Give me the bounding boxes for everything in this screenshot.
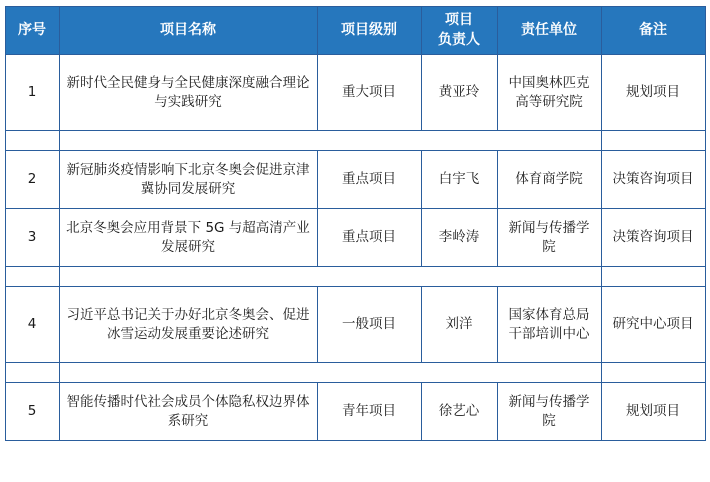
cell-index: 4 [5,287,59,363]
column-header-project-level: 项目级别 [317,7,421,55]
cell-project-level: 重点项目 [317,209,421,267]
spacer-cell [497,363,601,383]
cell-project-name: 新冠肺炎疫情影响下北京冬奥会促进京津冀协同发展研究 [59,151,317,209]
table-spacer-row [5,363,705,383]
cell-responsible-unit: 体育商学院 [497,151,601,209]
table-header-row [5,7,705,55]
spacer-cell [5,267,59,287]
spacer-cell [5,363,59,383]
cell-project-level: 重点项目 [317,151,421,209]
table-row [5,151,705,209]
cell-project-leader: 白宇飞 [421,151,497,209]
cell-remark: 规划项目 [601,383,705,441]
table-row [5,209,705,267]
cell-responsible-unit: 新闻与传播学院 [497,383,601,441]
table-row [5,383,705,441]
column-header-index: 序号 [5,7,59,55]
column-header-project-leader-line2: 负责人 [438,31,480,48]
cell-index: 5 [5,383,59,441]
spacer-cell [59,363,317,383]
spacer-cell [59,131,317,151]
cell-responsible-unit: 新闻与传播学院 [497,209,601,267]
spacer-cell [5,131,59,151]
cell-index: 2 [5,151,59,209]
cell-responsible-unit: 中国奥林匹克高等研究院 [497,55,601,131]
cell-project-leader: 徐艺心 [421,383,497,441]
cell-project-level: 青年项目 [317,383,421,441]
column-header-project-leader-line1: 项目 [445,12,473,29]
spacer-cell [601,131,705,151]
spacer-cell [421,267,497,287]
cell-remark: 决策咨询项目 [601,151,705,209]
column-header-responsible-unit: 责任单位 [497,7,601,55]
cell-project-name: 北京冬奥会应用背景下 5G 与超高清产业发展研究 [59,209,317,267]
spacer-cell [497,267,601,287]
cell-responsible-unit: 国家体育总局干部培训中心 [497,287,601,363]
spacer-cell [421,131,497,151]
spacer-cell [317,131,421,151]
cell-remark: 决策咨询项目 [601,209,705,267]
cell-remark: 研究中心项目 [601,287,705,363]
cell-index: 1 [5,55,59,131]
spacer-cell [497,131,601,151]
spacer-cell [317,363,421,383]
cell-project-name: 习近平总书记关于办好北京冬奥会、促进冰雪运动发展重要论述研究 [59,287,317,363]
cell-project-name: 智能传播时代社会成员个体隐私权边界体系研究 [59,383,317,441]
table-spacer-row [5,267,705,287]
spacer-cell [601,267,705,287]
cell-project-leader: 李岭涛 [421,209,497,267]
cell-index: 3 [5,209,59,267]
table-row [5,287,705,363]
table-spacer-row [5,131,705,151]
spacer-cell [317,267,421,287]
cell-project-name: 新时代全民健身与全民健康深度融合理论与实践研究 [59,55,317,131]
cell-project-leader: 黄亚玲 [421,55,497,131]
spacer-cell [601,363,705,383]
column-header-project-name: 项目名称 [59,7,317,55]
cell-project-level: 一般项目 [317,287,421,363]
spacer-cell [421,363,497,383]
project-list-table [5,6,706,441]
cell-project-level: 重大项目 [317,55,421,131]
column-header-project-leader [421,7,497,55]
column-header-remark: 备注 [601,7,705,55]
cell-project-leader: 刘洋 [421,287,497,363]
spacer-cell [59,267,317,287]
cell-remark: 规划项目 [601,55,705,131]
table-row [5,55,705,131]
